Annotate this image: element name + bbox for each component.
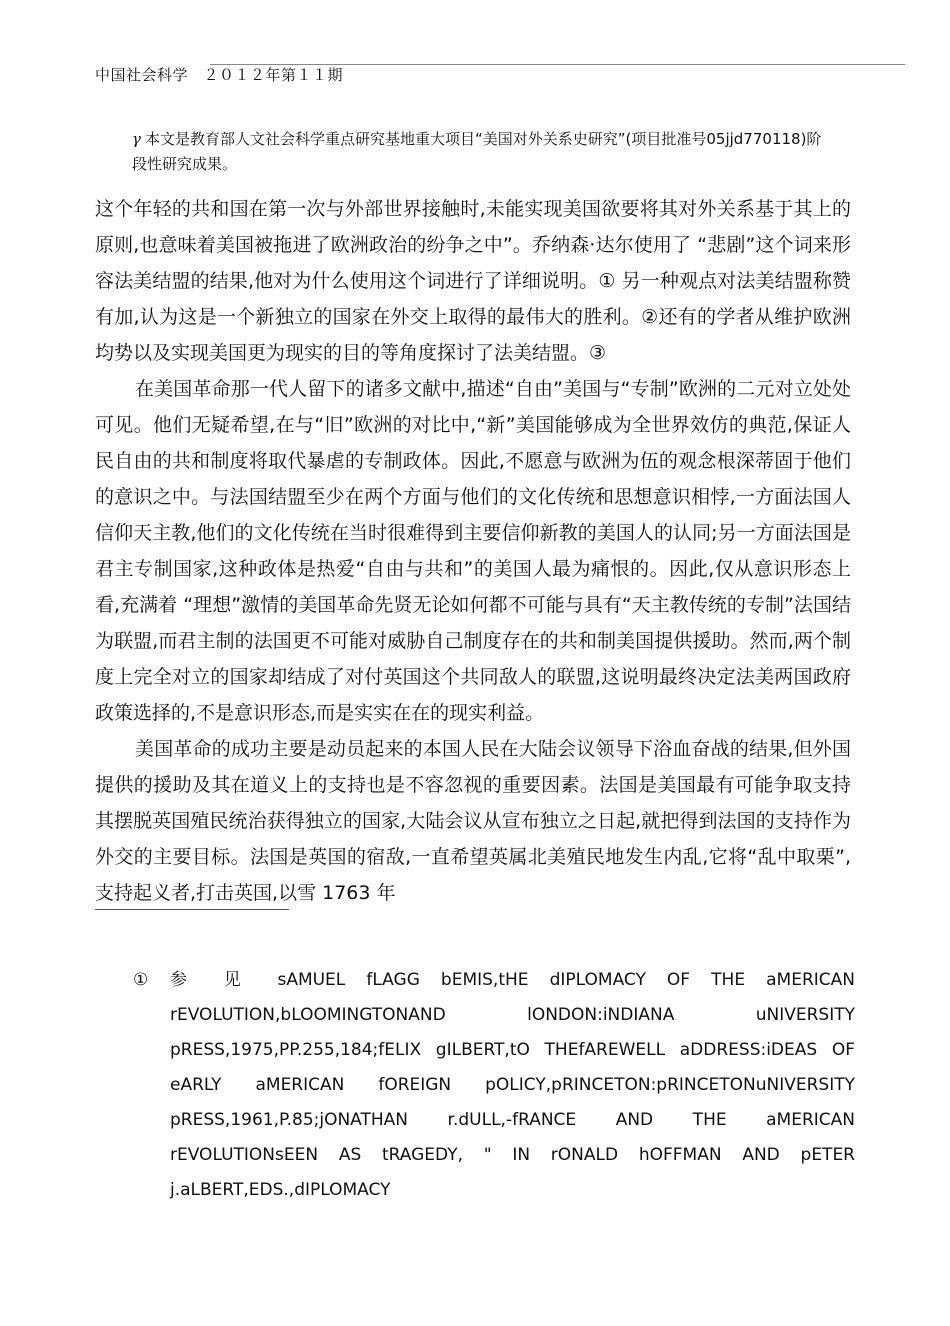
paragraph: 这个年轻的共和国在第一次与外部世界接触时,未能实现美国欲要将其对外关系基于其上的原则,也意味着美国被拖进了欧洲政治的纷争之中”。乔纳森·达尔使用了 “悲剧”这个词来形容法美结盟的结果,他对为什么使用这个词进行了详细说明。① 另一种观点对法美结盟称赞有加,认为这是一个新独立的国家在外交上取得的最伟大的胜利。②还有的学者从维护欧洲均势以及实现美国更为现实的目的等角度探讨了法美结盟。③ (95, 198, 851, 364)
paragraph: 在美国革命那一代人留下的诸多文献中,描述“自由”美国与“专制”欧洲的二元对立处处可见。他们无疑希望,在与“旧”欧洲的对比中,“新”美国能够成为全世界效仿的典范,保证人民自由的共和制度将取代暴虐的专制政体。因此,不愿意与欧洲为伍的观念根深蒂固于他们的意识之中。与法国结盟至少在两个方面与他们的文化传统和思想意识相悖,一方面法国人信仰天主教,他们的文化传统在当时很难得到主要信仰新教的美国人的认同;另一方面法国是君主专制国家,这种政体是热爱“自由与共和”的美国人最为痛恨的。因此,仅从意识形态上看,充满着 “理想”激情的美国革命先贤无论如何都不可能与具有“天主教传统的专制”法国结为联盟,而君主制的法国更不可能对威胁自己制度存在的共和制美国提供援助。然而,两个制度上完全对立的国家却结成了对付英国这个共同敌人的联盟,这说明最终决定法美两国政府政策选择的,不是意识形态,而是实实在在的现实利益。 (95, 378, 851, 724)
footnote-text: 参 见 sAMUEL fLAGG bEMIS,tHE dIPLOMACY OF THE aMERICAN rEVOLUTION,bLOOMINGTONAND lONDON:iNDIANA uNIVERSITY pRESS,1975,PP.255,184;fELIX gILBERT,tO THEfAREWELL aDDRESS:iDEAS OF eARLY aMERICAN fOREIGN pOLICY,pRINCETON:pRINCETONuNIVERSITY pRESS,1961,P.85;jONATHAN r.dULL,-fRANCE AND THE aMERICAN rEVOLUTIONsEEN AS tRAGEDY, " IN rONALD hOFFMAN AND pETER j.aLBERT,EDS.,dIPLOMACY (170, 970, 855, 1200)
footnote-mark: ① (133, 970, 149, 990)
footnote-separator (95, 909, 289, 910)
footnote (133, 963, 855, 1208)
funding-note-text: 本文是教育部人文社会科学重点研究基地重大项目“美国对外关系史研究”(项目批准号05jjd770118)阶段性研究成果。 (132, 130, 822, 173)
journal-header: 中国社会科学 ２０１２年第１１期 (95, 66, 344, 84)
funding-note-symbol: γ (132, 130, 141, 148)
paragraph: 美国革命的成功主要是动员起来的本国人民在大陆会议领导下浴血奋战的结果,但外国提供的援助及其在道义上的支持也是不容忽视的重要因素。法国是美国最有可能争取支持其摆脱英国殖民统治获得独立的国家,大陆会议从宣布独立之日起,就把得到法国的支持作为外交的主要目标。法国是英国的宿敌,一直希望英属北美殖民地发生内乱,它将“乱中取栗”,支持起义者,打击英国,以雪 1763 年 (95, 738, 851, 904)
article-body (95, 191, 851, 911)
funding-note (132, 127, 832, 177)
